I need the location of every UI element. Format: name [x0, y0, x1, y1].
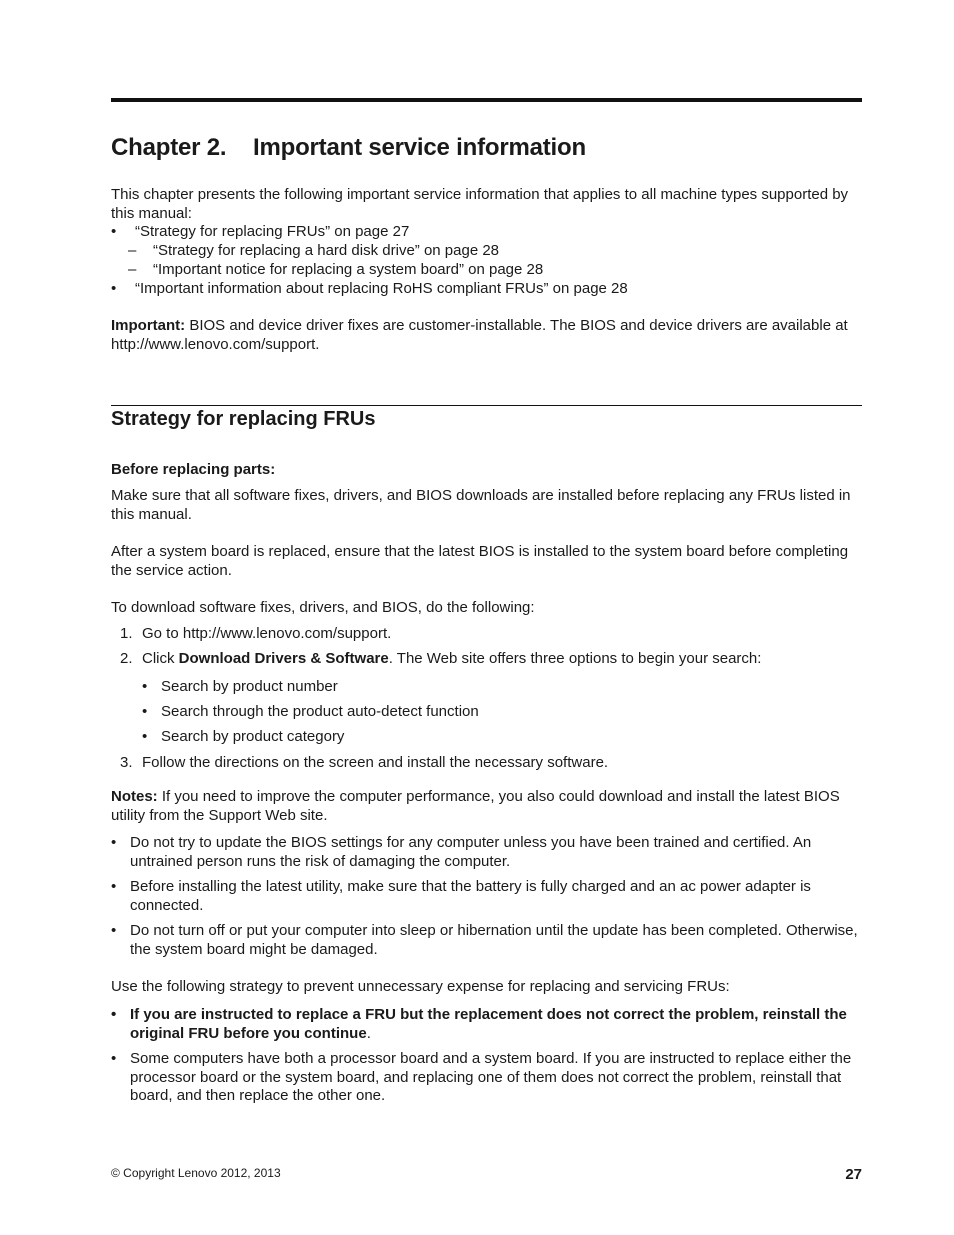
search-option-item [142, 678, 338, 697]
paragraph-bios-install: After a system board is replaced, ensure that the latest BIOS is installed to the system board before completing the service action. [111, 543, 849, 579]
chapter-number: Chapter 2. [111, 134, 227, 161]
notes-text: If you need to improve the computer performance, you also could download and install the latest BIOS utility from the Support Web site. [111, 788, 840, 824]
step-text-post: . The Web site offers three options to begin your search: [388, 650, 762, 667]
paragraph-software-fixes: Make sure that all software fixes, drivers, and BIOS downloads are installed before replacing any FRUs listed in this manual. [111, 487, 851, 523]
step-item [120, 650, 761, 669]
option-bullet: • [142, 678, 148, 695]
toc-link-hard-disk[interactable]: “Strategy for replacing a hard disk drive” on page 28 [153, 242, 500, 259]
note-bullet: • [111, 922, 117, 939]
important-label: Important: [111, 317, 186, 334]
step-item [120, 625, 391, 644]
strategy-text: Some computers have both a processor board and a system board. If you are instructed to replace either the processor board or the system board, and replacing one of them does not correct the problem, reinstall that board, and then replace the other one. [130, 1050, 852, 1105]
note-item [111, 922, 862, 959]
section-title: Strategy for replacing FRUs [111, 408, 376, 430]
step-text: Follow the directions on the screen and install the necessary software. [142, 754, 609, 771]
step-number: 2. [120, 650, 133, 667]
toc-link-rohs[interactable]: “Important information about replacing RoHS compliant FRUs” on page 28 [135, 280, 628, 297]
toc-link-system-board[interactable]: “Important notice for replacing a system board” on page 28 [153, 261, 544, 278]
note-text: Do not turn off or put your computer into sleep or hibernation until the update has been completed. Otherwise, the system board might be damaged. [130, 922, 858, 958]
important-text: BIOS and device driver fixes are customer-installable. The BIOS and device drivers are available at http://www.lenovo.com/support. [111, 317, 848, 353]
chapter-title-text: Important service information [253, 134, 586, 161]
step-text [142, 650, 761, 667]
download-drivers-label: Download Drivers & Software [178, 650, 389, 667]
notes-label: Notes: [111, 788, 158, 805]
toc-dash: – [128, 242, 137, 259]
step-item [120, 754, 608, 773]
strategy-bold-text: If you are instructed to replace a FRU but the replacement does not correct the problem, reinstall the original FRU before you continue [130, 1006, 847, 1042]
toc-link-strategy-frus[interactable]: “Strategy for replacing FRUs” on page 27 [135, 223, 410, 240]
step-text: Go to http://www.lenovo.com/support. [142, 625, 392, 642]
note-item [111, 878, 862, 915]
search-option-text: Search by product number [161, 678, 338, 695]
chapter-title [111, 134, 586, 162]
toc-bullet: • [111, 223, 117, 240]
search-option-item [142, 728, 344, 747]
toc-item[interactable] [128, 242, 499, 261]
strategy-bullet: • [111, 1006, 117, 1023]
toc-item[interactable] [111, 223, 409, 242]
search-option-text: Search by product category [161, 728, 345, 745]
page-number: 27 [845, 1166, 862, 1183]
footer-copyright: © Copyright Lenovo 2012, 2013 [111, 1166, 281, 1180]
note-item [111, 834, 862, 871]
step-number: 3. [120, 754, 133, 771]
paragraph-download-intro: To download software fixes, drivers, and BIOS, do the following: [111, 599, 535, 616]
toc-dash: – [128, 261, 137, 278]
strategy-item [111, 1006, 862, 1043]
strategy-intro: Use the following strategy to prevent unnecessary expense for replacing and servicing FRUs: [111, 978, 730, 995]
search-option-item [142, 703, 479, 722]
note-bullet: • [111, 878, 117, 895]
chapter-top-rule [111, 98, 862, 102]
strategy-item [111, 1050, 862, 1106]
note-bullet: • [111, 834, 117, 851]
step-text-pre: Click [142, 650, 179, 667]
section-rule [111, 405, 862, 406]
notes-paragraph [111, 788, 862, 825]
toc-item[interactable] [128, 261, 543, 280]
toc-bullet: • [111, 280, 117, 297]
toc-item[interactable] [111, 280, 628, 299]
note-text: Before installing the latest utility, make sure that the battery is fully charged and an ac power adapter is connected. [130, 878, 811, 914]
step-number: 1. [120, 625, 133, 642]
chapter-intro: This chapter presents the following important service information that applies to all machine types supported by this manual: [111, 186, 849, 222]
strategy-bullet: • [111, 1050, 117, 1067]
option-bullet: • [142, 728, 148, 745]
note-text: Do not try to update the BIOS settings for any computer unless you have been trained and certified. An untrained person runs the risk of damaging the computer. [130, 834, 812, 870]
strategy-period: . [366, 1024, 371, 1042]
subheading-before-replacing: Before replacing parts: [111, 461, 276, 478]
option-bullet: • [142, 703, 148, 720]
strategy-text [130, 1006, 862, 1043]
search-option-text: Search through the product auto-detect function [161, 703, 479, 720]
important-note [111, 317, 862, 354]
